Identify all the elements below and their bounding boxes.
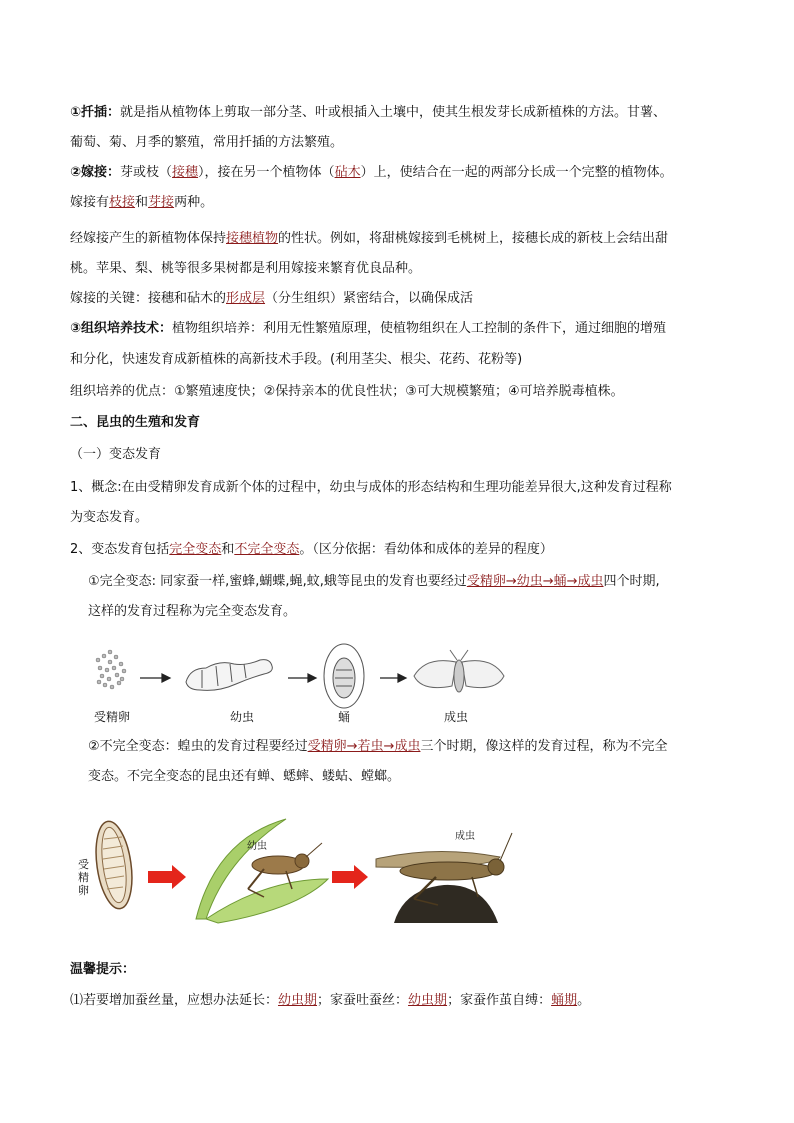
nymph-on-leaf-illustration: [196, 819, 328, 923]
tip-line1: ⑴若要增加蚕丝量，应想办法延长：幼虫期；家蚕吐蚕丝：幼虫期；家蚕作茧自缚：蛹期。: [70, 993, 591, 1008]
concept-line2: 为变态发育。: [70, 510, 149, 525]
complete-metamorphosis-line1: ①完全变态: 同家蚕一样,蜜蜂,蝴蝶,蝇,蚊,蛾等昆虫的发育也要经过受精卵→幼虫→蛹→成虫四个时期,: [88, 574, 660, 589]
fig1-label-adult: 成虫: [444, 710, 469, 724]
term-branch-graft: 枝接: [109, 195, 136, 210]
tip-larva-stage-2: 幼虫期: [408, 993, 448, 1008]
term-cambium: 形成层: [226, 291, 266, 306]
fig2-label-nymph: 幼虫: [247, 841, 267, 852]
locust-lifecycle-figure: [76, 815, 516, 923]
arrow-icon: [288, 674, 316, 682]
egg-pod-illustration: [91, 819, 137, 911]
cutting-paragraph-line2: 葡萄、菊、月季的繁殖，常用扦插的方法繁殖。: [70, 135, 344, 150]
fig2-label-adult: 成虫: [455, 831, 475, 842]
grafting-paragraph-line1: ②嫁接：芽或枝（接穗），接在另一个植物体（砧木）上，使结合在一起的两部分长成一个完整的植物体。: [70, 165, 673, 180]
incomplete-stages: 受精卵→若虫→成虫: [307, 739, 421, 754]
cutting-paragraph-line1: ①扦插：就是指从植物体上剪取一部分茎、叶或根插入土壤中，使其生根发芽长成新植株的方法。甘薯、: [70, 105, 667, 120]
moth-illustration: [414, 650, 504, 692]
arrow-icon: [380, 674, 406, 682]
tissue-culture-line1: ③组织培养技术：植物组织培养：利用无性繁殖原理，使植物组织在人工控制的条件下，通过细胞的增殖: [70, 321, 667, 336]
silkworm-lifecycle-figure: [90, 640, 510, 710]
subsection-heading-metamorphosis: （一）变态发育: [70, 447, 162, 462]
term-scion: 接穗: [172, 165, 199, 180]
fig2-label-egg: 受精卵: [78, 858, 89, 897]
fig1-label-pupa: 蛹: [338, 710, 351, 724]
fig1-label-egg: 受精卵: [94, 710, 131, 724]
term-incomplete-metamorphosis: 不完全变态: [234, 542, 300, 557]
arrow-icon: [140, 674, 170, 682]
tip-title: 温馨提示：: [70, 962, 136, 977]
complete-stages: 受精卵→幼虫→蛹→成虫: [466, 574, 604, 589]
term-scion-plant: 接穗植物: [226, 231, 279, 246]
tip-larva-stage-1: 幼虫期: [278, 993, 318, 1008]
grafting-paragraph-line2: 嫁接有枝接和芽接两种。: [70, 195, 214, 210]
tip-pupa-stage: 蛹期: [551, 993, 578, 1008]
grafting-heading: ②嫁接：: [70, 165, 121, 180]
incomplete-metamorphosis-line1: ②不完全变态：蝗虫的发育过程要经过受精卵→若虫→成虫三个时期，像这样的发育过程，称为不完全: [88, 739, 668, 754]
grafting-traits-line1: 经嫁接产生的新植物体保持接穗植物的性状。例如，将甜桃嫁接到毛桃树上，接穗长成的新枝上会结出甜: [70, 231, 669, 246]
term-bud-graft: 芽接: [148, 195, 175, 210]
pupa-illustration: [324, 644, 364, 708]
concept-line1: 1、概念:在由受精卵发育成新个体的过程中，幼虫与成体的形态结构和生理功能差异很大,这种发育过程称: [70, 480, 672, 495]
term-rootstock: 砧木: [334, 165, 361, 180]
tissue-culture-heading: ③组织培养技术：: [70, 321, 173, 336]
silkworm-larva-illustration: [186, 660, 272, 691]
egg-cluster-illustration: [96, 650, 126, 689]
arrow-icon: [332, 865, 368, 889]
section-heading-insects: 二、昆虫的生殖和发育: [70, 415, 201, 430]
fig1-label-larva: 幼虫: [230, 710, 255, 724]
tissue-culture-advantages: 组织培养的优点：①繁殖速度快；②保持亲本的优良性状；③可大规模繁殖；④可培养脱毒植株。: [70, 384, 624, 399]
grafting-key-line: 嫁接的关键：接穗和砧木的形成层（分生组织）紧密结合，以确保成活: [70, 291, 474, 306]
term-complete-metamorphosis: 完全变态: [169, 542, 222, 557]
types-line: 2、变态发育包括完全变态和不完全变态。（区分依据：看幼体和成体的差异的程度）: [70, 542, 553, 557]
incomplete-metamorphosis-line2: 变态。不完全变态的昆虫还有蝉、蟋蟀、蝼蛄、螳螂。: [88, 769, 401, 784]
tissue-culture-line2: 和分化，快速发育成新植株的高新技术手段。(利用茎尖、根尖、花药、花粉等): [70, 352, 523, 367]
arrow-icon: [148, 865, 186, 889]
adult-locust-on-rock-illustration: [376, 833, 512, 923]
cutting-heading: ①扦插：: [70, 105, 121, 120]
complete-metamorphosis-line2: 这样的发育过程称为完全变态发育。: [88, 604, 297, 619]
grafting-traits-line2: 桃。苹果、梨、桃等很多果树都是利用嫁接来繁育优良品种。: [70, 261, 422, 276]
